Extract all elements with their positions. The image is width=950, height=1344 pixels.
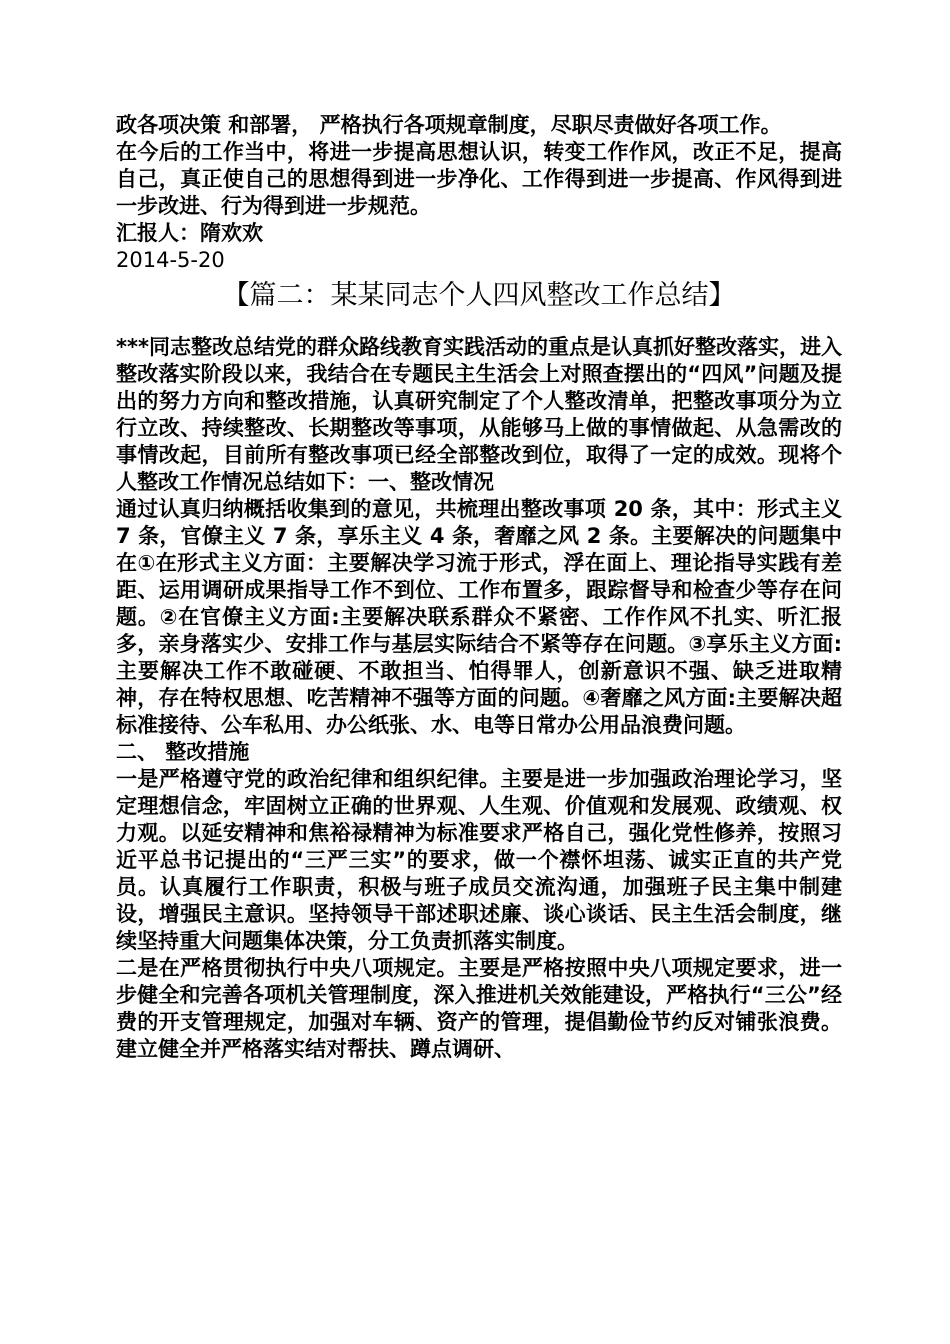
paragraph-5: 一是严格遵守党的政治纪律和组织纪律。主要是进一步加强政治理论学习，坚定理想信念，牢固树立正确的世界观、人生观、价值观和发展观、政绩观、权力观。以延安精神和焦裕禄精神为标准要求严格自己，强化党性修养，按照习近平总书记提出的“三严三实”的要求，做一个襟怀坦荡、诚实正直的共产党员。认真履行工作职责，积极与班子成员交流沟通，加强班子民主集中制建设，增强民主意识。坚持领导干部述职述廉、谈心谈话、民主生活会制度，继续坚持重大问题集体决策，分工负责抓落实制度。	[116, 767, 842, 953]
paragraph-2: 在今后的工作当中，将进一步提高思想认识，转变工作作风，改正不足，提高自己，真正使自己的思想得到进一步净化、工作得到进一步提高、作风得到进一步改进、行为得到进一步规范。	[116, 140, 842, 218]
section-heading: 【篇二：某某同志个人四风整改工作总结】	[222, 280, 736, 311]
date-line: 2014-5-20	[116, 248, 225, 272]
reporter-line: 汇报人：隋欢欢	[116, 221, 263, 245]
paragraph-3: ***同志整改总结党的群众路线教育实践活动的重点是认真抓好整改落实，进入整改落实阶段以来，我结合在专题民主生活会上对照查摆出的“四风”问题及提出的努力方向和整改措施，认真研究制定了个人整改清单，把整改事项分为立行立改、持续整改、长期整改等事项，从能够马上做的事情做起、从急需改的事情改起，目前所有整改事项已经全部整改到位，取得了一定的成效。现将个人整改工作情况总结如下：一、整改情况	[116, 335, 842, 494]
document-page	[116, 112, 842, 1063]
paragraph-1: 政各项决策 和部署， 严格执行各项规章制度，尽职尽责做好各项工作。	[116, 113, 782, 137]
section-2-title: 二、 整改措施	[116, 740, 250, 764]
paragraph-6: 二是在严格贯彻执行中央八项规定。主要是严格按照中央八项规定要求，进一步健全和完善各项机关管理制度，深入推进机关效能建设，严格执行“三公”经费的开支管理规定，加强对车辆、资产的管理，提倡勤俭节约反对铺张浪费。建立健全并严格落实结对帮扶、蹲点调研、	[116, 956, 842, 1061]
paragraph-4: 通过认真归纳概括收集到的意见，共梳理出整改事项 20 条，其中：形式主义 7 条，官僚主义 7 条，享乐主义 4 条，奢靡之风 2 条。主要解决的问题集中在①在形式主义方面：主要解决学习流于形式，浮在面上、理论指导实践有差距、运用调研成果指导工作不到位、工作布置多，跟踪督导和检查少等存在问题。②在官僚主义方面:主要解决联系群众不紧密、工作作风不扎实、听汇报多，亲身落实少、安排工作与基层实际结合不紧等存在问题。③享乐主义方面: 主要解决工作不敢碰硬、不敢担当、怕得罪人，创新意识不强、缺乏进取精神，存在特权思想、吃苦精神不强等方面的问题。④奢靡之风方面:主要解决超标准接待、公车私用、办公纸张、水、电等日常办公用品浪费问题。	[116, 497, 842, 737]
